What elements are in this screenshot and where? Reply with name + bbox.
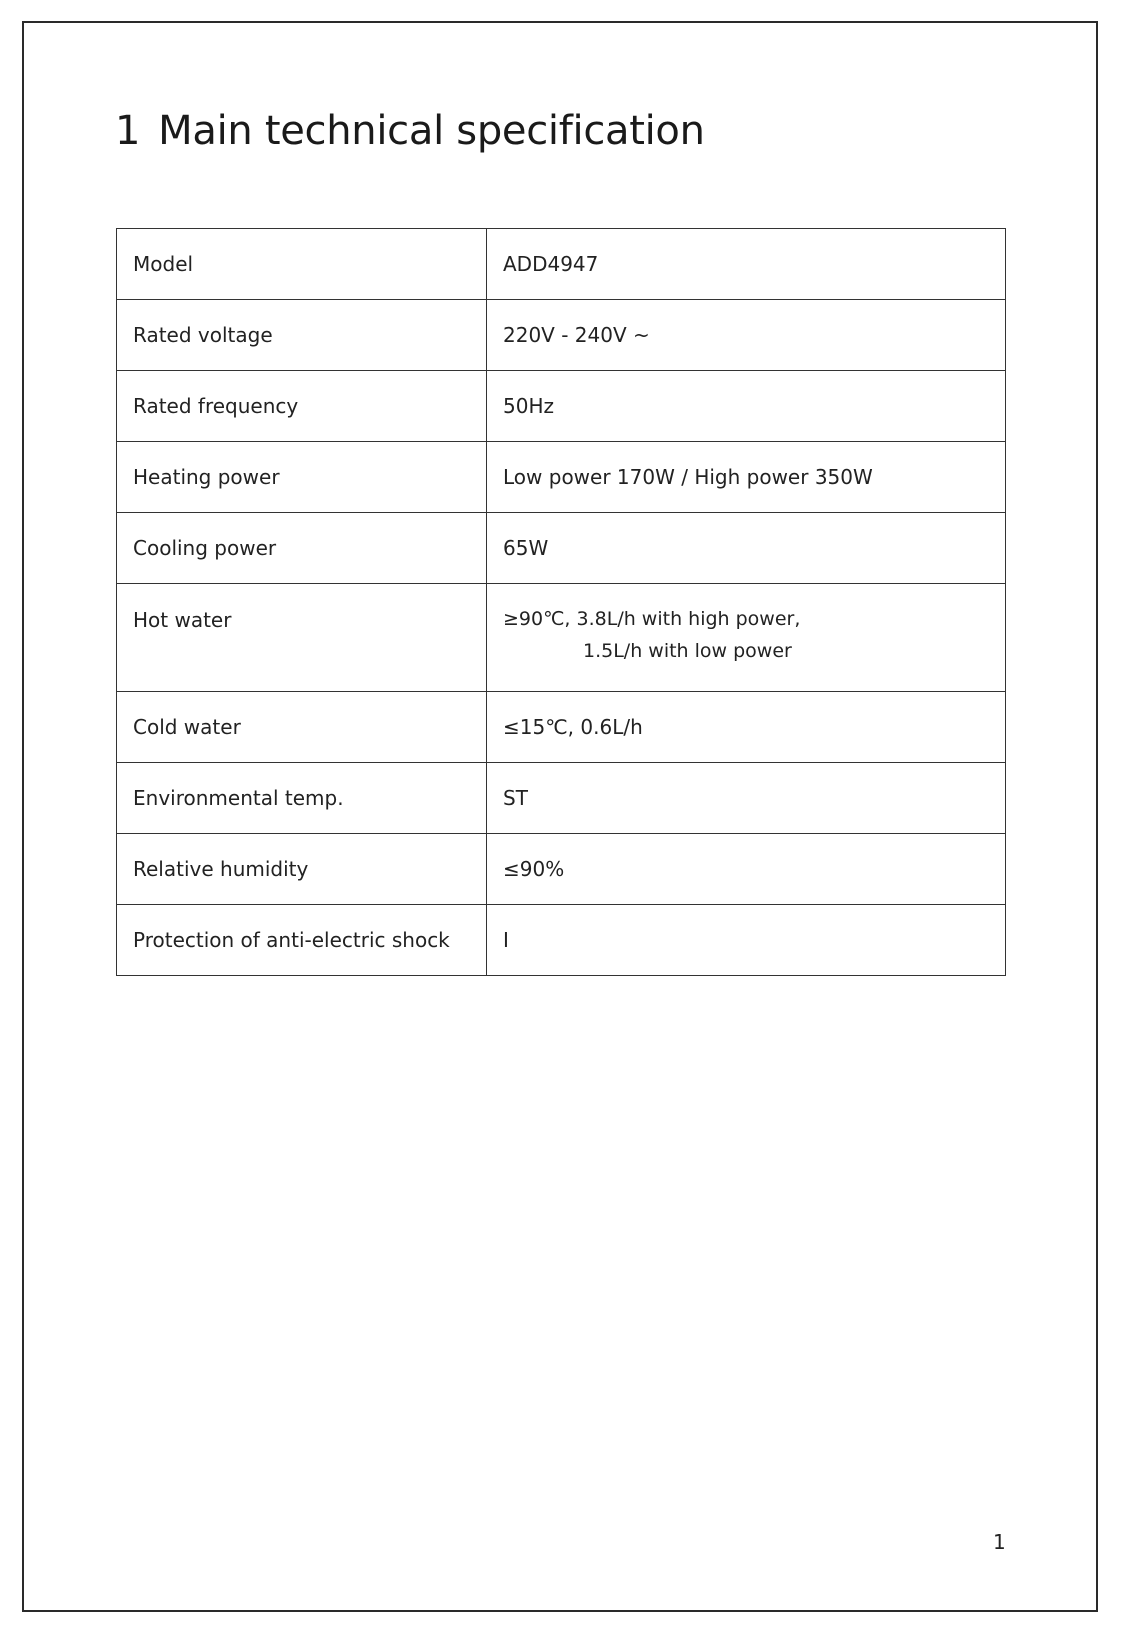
spec-label: Model [117, 229, 487, 300]
spec-label: Rated voltage [117, 300, 487, 371]
spec-label: Relative humidity [117, 834, 487, 905]
table-row [117, 371, 1006, 442]
table-row [117, 442, 1006, 513]
spec-label: Hot water [117, 584, 487, 692]
table-row [117, 584, 1006, 692]
section-title-text: Main technical specification [158, 108, 705, 154]
spec-value: ≤90% [487, 834, 1006, 905]
spec-value: 65W [487, 513, 1006, 584]
spec-value-line-1: ≥90℃, 3.8L/h with high power, [503, 608, 801, 630]
spec-value: ADD4947 [487, 229, 1006, 300]
specification-table [116, 228, 1006, 976]
spec-value: 50Hz [487, 371, 1006, 442]
spec-label: Cooling power [117, 513, 487, 584]
table-row [117, 834, 1006, 905]
spec-value: 220V - 240V ~ [487, 300, 1006, 371]
table-row [117, 300, 1006, 371]
spec-value-multiline [487, 584, 1006, 692]
spec-label: Cold water [117, 692, 487, 763]
section-title [115, 108, 705, 154]
spec-value: ST [487, 763, 1006, 834]
table-row [117, 229, 1006, 300]
page-number: 1 [993, 1530, 1006, 1554]
spec-label: Heating power [117, 442, 487, 513]
table-row [117, 692, 1006, 763]
section-number: 1 [115, 108, 141, 154]
table-row [117, 905, 1006, 976]
spec-value: ≤15℃, 0.6L/h [487, 692, 1006, 763]
spec-label: Rated frequency [117, 371, 487, 442]
spec-label: Environmental temp. [117, 763, 487, 834]
spec-value: Low power 170W / High power 350W [487, 442, 1006, 513]
spec-value-line-2: 1.5L/h with low power [583, 640, 792, 662]
table-row [117, 513, 1006, 584]
spec-value: I [487, 905, 1006, 976]
spec-label: Protection of anti-electric shock [117, 905, 487, 976]
table-row [117, 763, 1006, 834]
